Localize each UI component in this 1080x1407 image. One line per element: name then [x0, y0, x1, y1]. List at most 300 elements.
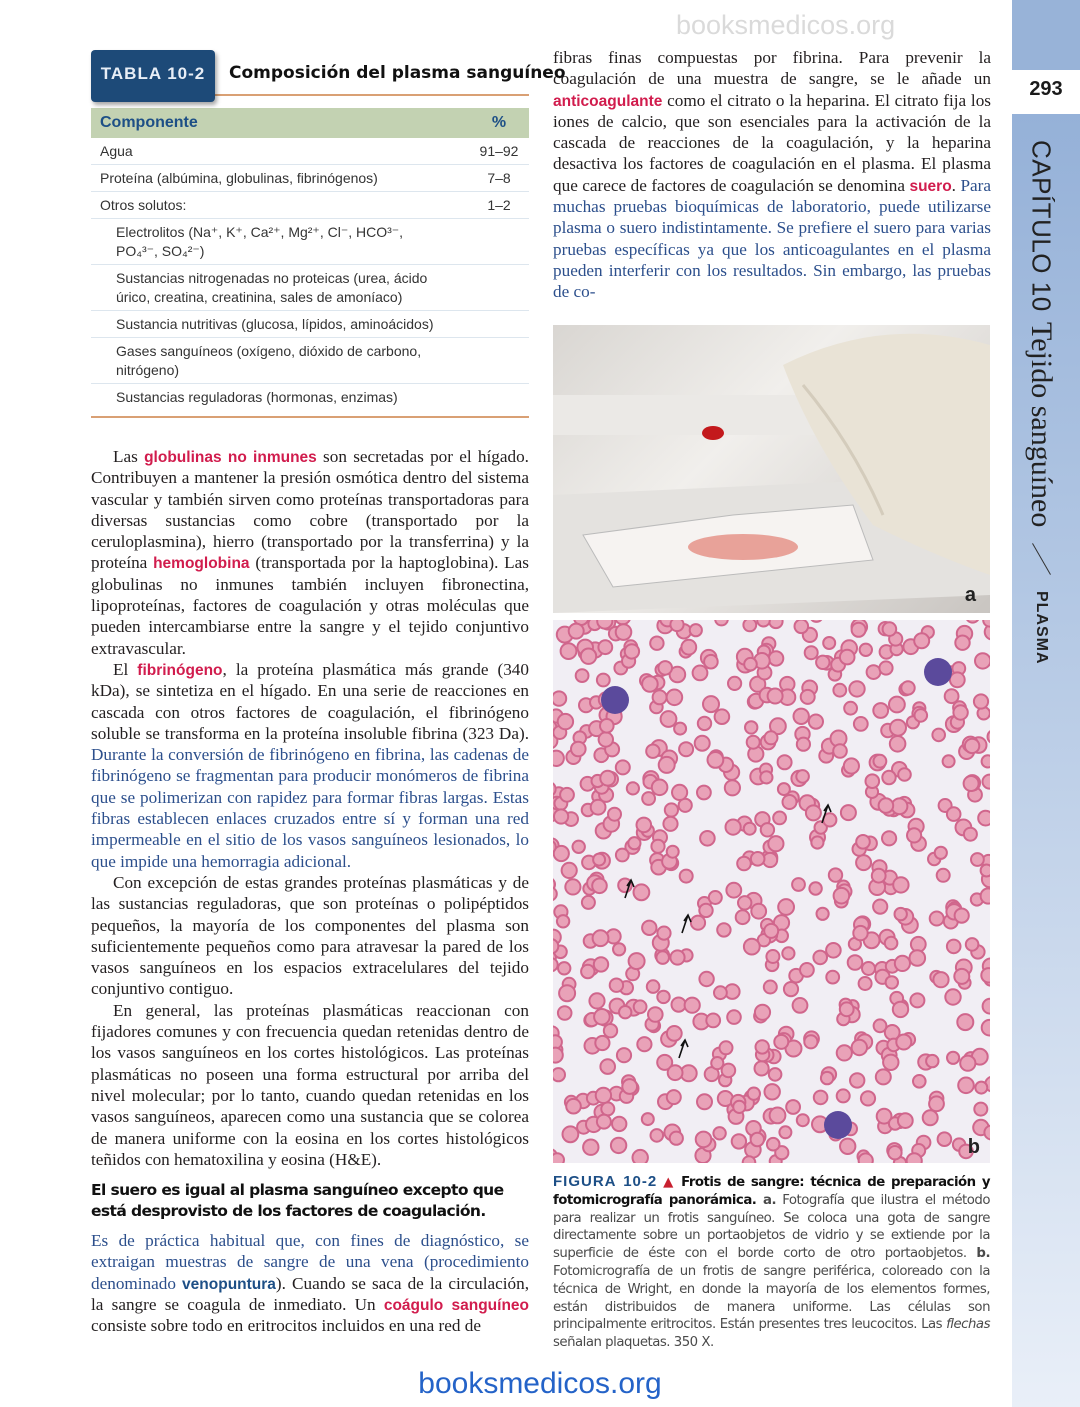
erythrocyte	[938, 1132, 952, 1146]
erythrocyte	[726, 820, 741, 835]
erythrocyte	[935, 847, 947, 859]
erythrocyte	[907, 1153, 922, 1163]
erythrocyte	[714, 986, 727, 999]
erythrocyte	[826, 943, 841, 958]
erythrocyte	[983, 999, 990, 1014]
paragraph: Las globulinas no inmunes son secretadas por el hígado. Contribuyen a mantener la presión osmótica dentro del sistema vascular y también sirven como proteínas transportadoras para diversas sustancias como cobre (transportado por la ceruloplasmina), hierro (transportado por la transferrina) y la proteína hemoglobina (transportada por la haptoglobina). Las globulinas no inmunes también incluyen fibronectina, lipoproteínas, factores de coagulación y otras moléculas que pueden intercambiarse entre la sangre y el tejido conjuntivo extravascular.	[91, 447, 529, 658]
erythrocyte	[947, 1052, 959, 1064]
erythrocyte	[810, 620, 823, 622]
erythrocyte	[711, 1057, 723, 1069]
erythrocyte	[974, 694, 988, 708]
erythrocyte	[764, 924, 778, 938]
erythrocyte	[563, 1126, 579, 1142]
erythrocyte	[907, 828, 921, 842]
cell-component: Proteína (albúmina, globulinas, fibrinógenos)	[100, 170, 378, 186]
erythrocyte	[755, 1061, 769, 1075]
erythrocyte	[648, 1007, 663, 1022]
erythrocyte	[690, 624, 702, 636]
erythrocyte	[809, 882, 821, 894]
erythrocyte	[786, 1100, 800, 1114]
erythrocyte	[848, 955, 863, 970]
erythrocyte	[679, 742, 693, 756]
right-column	[553, 47, 991, 303]
erythrocyte	[981, 968, 990, 982]
header-percent: %	[491, 114, 507, 131]
erythrocyte	[625, 644, 639, 658]
erythrocyte	[616, 760, 630, 774]
erythrocyte	[767, 1138, 780, 1151]
erythrocyte	[751, 1133, 764, 1146]
erythrocyte	[844, 758, 859, 773]
keyword: venopuntura	[182, 1275, 276, 1293]
erythrocyte	[744, 823, 756, 835]
erythrocyte	[766, 950, 779, 963]
erythrocyte	[566, 1099, 581, 1114]
leukocyte	[924, 658, 952, 686]
cell-component: Agua	[100, 143, 133, 159]
erythrocyte	[725, 780, 740, 795]
cell-component: Otros solutos:	[100, 197, 187, 213]
erythrocyte	[856, 835, 870, 849]
erythrocyte	[598, 640, 612, 654]
erythrocyte	[560, 788, 574, 802]
table-row	[91, 338, 529, 384]
chapter-title: Tejido sanguíneo	[1025, 321, 1058, 528]
erythrocyte	[975, 653, 990, 668]
erythrocyte	[760, 771, 772, 783]
erythrocyte	[982, 1020, 990, 1036]
erythrocyte	[937, 869, 950, 882]
erythrocyte	[923, 1110, 938, 1125]
highlighted-text: Durante la conversión de fibrinógeno en fibrina, las cadenas de fibrinógeno se fragmentan para producir monómeros de fibrina que se polimerizan con rapidez para formar fibras largas. Estas fibras establecen enlaces cruzados entre sí y forman una red impermeable en el sitio de los vasos sanguíneos lesionados, lo que impide una hemorragia adicional.	[91, 745, 529, 871]
erythrocyte	[698, 717, 711, 730]
erythrocyte	[882, 831, 896, 845]
blood-smear	[688, 534, 798, 560]
erythrocyte	[821, 1072, 833, 1084]
erythrocyte	[600, 771, 615, 786]
erythrocyte	[809, 715, 823, 729]
erythrocyte	[558, 1006, 572, 1020]
erythrocyte	[699, 904, 712, 917]
erythrocyte	[800, 963, 814, 977]
erythrocyte	[769, 620, 782, 628]
erythrocyte	[982, 755, 990, 767]
summary-statement: El suero es igual al plasma sanguíneo excepto que está desprovisto de los factores de coagulación.	[91, 1181, 504, 1221]
erythrocyte	[840, 650, 855, 665]
erythrocyte	[727, 1010, 741, 1024]
erythrocyte	[841, 805, 856, 820]
erythrocyte	[816, 656, 829, 669]
erythrocyte	[670, 1132, 683, 1145]
erythrocyte	[954, 969, 969, 984]
section-name: PLASMA	[1033, 591, 1050, 665]
erythrocyte	[743, 620, 756, 631]
erythrocyte	[553, 751, 564, 766]
erythrocyte	[890, 720, 906, 736]
table-row	[91, 192, 529, 219]
erythrocyte	[874, 755, 887, 768]
erythrocyte	[913, 1075, 926, 1088]
table-row	[91, 384, 529, 410]
erythrocyte	[594, 1009, 610, 1025]
erythrocyte	[901, 681, 914, 694]
erythrocyte	[840, 1002, 854, 1016]
erythrocyte	[873, 900, 887, 914]
keyword: suero	[909, 177, 952, 195]
erythrocyte	[975, 1082, 987, 1094]
table-title: Composición del plasma sanguíneo	[229, 63, 566, 83]
erythrocyte	[745, 721, 757, 733]
erythrocyte	[597, 674, 610, 687]
footer-link[interactable]: booksmedicos.org	[418, 1367, 662, 1400]
erythrocyte	[988, 730, 991, 744]
erythrocyte	[597, 620, 612, 629]
erythrocyte	[593, 930, 609, 946]
erythrocyte	[765, 731, 778, 744]
erythrocyte	[833, 684, 846, 697]
erythrocyte	[713, 1127, 725, 1139]
erythrocyte	[558, 714, 573, 729]
erythrocyte	[814, 1091, 828, 1105]
erythrocyte	[804, 1035, 817, 1048]
erythrocyte	[957, 1014, 973, 1030]
erythrocyte	[619, 1006, 631, 1018]
erythrocyte	[604, 1024, 617, 1037]
erythrocyte	[966, 620, 979, 623]
erythrocyte	[896, 1035, 911, 1050]
erythrocyte	[795, 620, 809, 633]
erythrocyte	[886, 976, 898, 988]
erythrocyte	[553, 691, 566, 705]
cell-component: Electrolitos (Na⁺, K⁺, Ca²⁺, Mg²⁺, Cl⁻, HCO³⁻, PO₄³⁻, SO₄²⁻)	[116, 224, 404, 259]
erythrocyte	[611, 1138, 626, 1153]
erythrocyte	[811, 836, 823, 848]
erythrocyte	[697, 1094, 712, 1109]
erythrocyte	[783, 795, 797, 809]
keyword: globulinas no inmunes	[144, 449, 317, 466]
erythrocyte	[743, 1156, 756, 1163]
erythrocyte	[670, 950, 684, 964]
left-column	[91, 446, 529, 1337]
keyword: anticoagulante	[553, 92, 663, 110]
erythrocyte	[853, 926, 867, 940]
erythrocyte	[932, 729, 945, 742]
erythrocyte	[571, 742, 586, 757]
erythrocyte	[898, 1113, 913, 1128]
erythrocyte	[765, 1084, 780, 1099]
erythrocyte	[778, 783, 790, 795]
erythrocyte	[898, 768, 911, 781]
erythrocyte	[595, 1036, 609, 1050]
erythrocyte	[696, 1132, 712, 1148]
erythrocyte	[704, 655, 718, 669]
erythrocyte	[856, 855, 871, 870]
erythrocyte	[895, 956, 910, 971]
erythrocyte	[879, 661, 892, 674]
erythrocyte	[744, 658, 757, 671]
erythrocyte	[589, 993, 604, 1008]
erythrocyte	[553, 1068, 565, 1081]
erythrocyte	[981, 888, 990, 903]
erythrocyte	[769, 651, 783, 665]
title-rule	[215, 94, 529, 96]
header-component: Componente	[100, 114, 198, 131]
erythrocyte	[873, 703, 888, 718]
erythrocyte	[700, 831, 715, 846]
erythrocyte	[600, 1059, 615, 1074]
erythrocyte	[562, 863, 577, 878]
erythrocyte	[703, 696, 719, 712]
erythrocyte	[784, 982, 798, 996]
erythrocyte	[610, 979, 623, 992]
erythrocyte	[736, 910, 750, 924]
erythrocyte	[706, 1014, 720, 1028]
erythrocyte	[617, 1048, 631, 1062]
erythrocyte	[642, 921, 656, 935]
erythrocyte	[882, 771, 895, 784]
erythrocyte	[670, 620, 683, 631]
table-body	[91, 138, 529, 418]
erythrocyte	[751, 904, 766, 919]
table-row	[91, 138, 529, 165]
paragraph: fibras finas compuestas por fibrina. Para prevenir la coagulación de una muestra de sangre, se le añade un anticoagulante como el citrato o la heparina. El citrato fija los iones de calcio, que son esenciales para la activación de la cascada de reacciones de la coagulación, y la heparina desactiva los factores de coagulación en el plasma. El plasma que carece de factores de coagulación se denomina suero. Para muchas pruebas bioquímicas de laboratorio, puede utilizarse plasma o suero indistintamente. Se prefiere el suero para varias pruebas específicas ya que los anticoagulantes en el plasma pueden interferir con los resultados. Sin embargo, las pruebas de co-	[553, 48, 991, 302]
erythrocyte	[971, 853, 984, 866]
table-badge: TABLA 10-2	[91, 50, 215, 102]
erythrocyte	[768, 836, 783, 851]
caption-a-label: a.	[762, 1192, 777, 1208]
erythrocyte	[751, 852, 765, 866]
triangle-icon: ▲	[663, 1175, 675, 1190]
erythrocyte	[794, 709, 809, 724]
erythrocyte	[726, 883, 741, 898]
erythrocyte	[914, 633, 929, 648]
erythrocyte	[672, 785, 687, 800]
erythrocyte	[747, 736, 760, 749]
erythrocyte	[883, 1055, 898, 1070]
erythrocyte	[866, 774, 880, 788]
erythrocyte	[964, 776, 979, 791]
erythrocyte	[637, 818, 652, 833]
cell-component: Gases sanguíneos (oxígeno, dióxido de carbono, nitrógeno)	[116, 343, 422, 378]
figure-caption: FIGURA 10-2 ▲ Frotis de sangre: técnica de preparación y fotomicrografía panorámica. a. Fotografía que ilustra el método para realizar un frotis sanguíneo. Se coloca una gota de sangre directamente sobre un portaobjetos de vidrio y se extiende por la superficie de éste con el borde corto de otro portaobjetos. b. Fotomicrografía de un frotis de sangre periférica, coloreado con la técnica de Wright, en donde la mayoría de los elementos formes, están distribuidos de manera uniforme. Las células son principalmente eritrocitos. Están presentes tres leucocitos. Las flechas señalan plaquetas. 350 X.	[553, 1173, 990, 1351]
erythrocyte	[926, 1055, 938, 1067]
erythrocyte	[657, 927, 670, 940]
erythrocyte	[888, 1146, 901, 1159]
erythrocyte	[613, 943, 625, 955]
leukocyte	[824, 1111, 852, 1139]
erythrocyte	[850, 1073, 864, 1087]
side-tab-top	[1012, 0, 1080, 70]
erythrocyte	[879, 798, 894, 813]
caption-title: Frotis de sangre: técnica de preparación y fotomicrografía panorámica.	[553, 1175, 990, 1208]
platelet-arrow-icon	[682, 915, 691, 933]
erythrocyte	[773, 812, 786, 825]
erythrocyte	[849, 681, 864, 696]
erythrocyte	[612, 1117, 626, 1131]
highlighted-text: Para muchas pruebas bioquímicas de laboratorio, puede utilizarse plasma o suero indistintamente. Se prefiere el suero para varias pruebas específicas ya que los anticoagulantes en el plasma pueden interferir con los resultados. Sin embargo, las pruebas de co-	[553, 175, 991, 302]
erythrocyte	[895, 908, 907, 920]
erythrocyte	[774, 1035, 788, 1049]
erythrocyte	[583, 1140, 598, 1155]
erythrocyte	[792, 878, 805, 891]
erythrocyte	[592, 879, 607, 894]
erythrocyte	[650, 637, 663, 650]
erythrocyte	[680, 870, 693, 883]
paragraph: Con excepción de estas grandes proteínas plasmáticas y de las sustancias reguladoras, que son proteínas o polipéptidos pequeños, la mayoría de los componentes del plasma son suficientemente pequeños como para atravesar la pared de los vasos sanguíneos en los espacios extracelulares del tejido conjuntivo contiguo.	[91, 872, 529, 999]
erythrocyte	[929, 1096, 944, 1111]
erythrocyte	[594, 957, 608, 971]
erythrocyte	[667, 1026, 682, 1041]
paragraph: Es de práctica habitual que, con fines de diagnóstico, se extraigan muestras de sangre de una vena (procedimiento denominado venopuntura). Cuando se saca de la circulación, la sangre se coagula de inmediato. Un coágulo sanguíneo consiste sobre todo en eritrocitos incluidos en una red de	[91, 1231, 530, 1336]
erythrocyte	[983, 775, 991, 789]
erythrocyte	[817, 908, 829, 920]
leukocyte	[601, 686, 629, 714]
erythrocyte	[553, 958, 558, 971]
erythrocyte	[867, 665, 881, 679]
erythrocyte	[608, 808, 621, 821]
table-row	[91, 311, 529, 338]
erythrocyte	[601, 1102, 614, 1115]
table-bottom-rule	[91, 416, 529, 418]
erythrocyte	[834, 888, 850, 904]
erythrocyte	[813, 951, 827, 965]
erythrocyte	[854, 717, 868, 731]
erythrocyte	[646, 745, 659, 758]
keyword: fibrinógeno	[137, 661, 223, 679]
figure-photo-a	[553, 325, 990, 613]
erythrocyte	[910, 993, 924, 1007]
erythrocyte	[829, 868, 842, 881]
erythrocyte	[691, 916, 705, 930]
erythrocyte	[984, 1126, 990, 1140]
erythrocyte	[945, 989, 960, 1004]
table-row	[91, 265, 529, 311]
erythrocyte	[910, 950, 926, 966]
erythrocyte	[581, 649, 596, 664]
erythrocyte	[893, 877, 908, 892]
erythrocyte	[861, 1091, 875, 1105]
cell-component: Sustancias nitrogenadas no proteicas (urea, ácido úrico, creatina, creatinina, sales de amoníaco)	[116, 270, 428, 305]
erythrocyte	[628, 837, 640, 849]
erythrocyte	[667, 1090, 681, 1104]
smear-technique-illustration	[553, 325, 990, 613]
erythrocyte	[833, 744, 847, 758]
erythrocyte	[955, 909, 969, 923]
erythrocyte	[793, 998, 808, 1013]
erythrocyte	[837, 1045, 852, 1060]
figure-number: FIGURA 10-2	[553, 1173, 658, 1190]
erythrocyte	[945, 689, 959, 703]
erythrocyte	[947, 940, 961, 954]
erythrocyte	[573, 841, 585, 853]
keyword: coágulo sanguíneo	[383, 1296, 530, 1314]
erythrocyte	[779, 1126, 791, 1138]
erythrocyte	[844, 702, 857, 715]
erythrocyte	[797, 1114, 809, 1126]
erythrocyte	[943, 755, 955, 767]
erythrocyte	[576, 669, 589, 682]
erythrocyte	[616, 624, 632, 640]
erythrocyte	[651, 1129, 664, 1142]
erythrocyte	[600, 719, 614, 733]
erythrocyte	[978, 811, 990, 826]
erythrocyte	[637, 1037, 651, 1051]
erythrocyte	[597, 1115, 611, 1129]
erythrocyte	[697, 786, 711, 800]
erythrocyte	[797, 738, 810, 751]
chapter-number: CAPÍTULO 10	[1026, 140, 1057, 312]
erythrocyte	[659, 757, 675, 773]
erythrocyte	[852, 623, 866, 637]
erythrocyte	[717, 923, 730, 936]
erythrocyte	[757, 620, 770, 627]
erythrocyte	[805, 646, 818, 659]
erythrocyte	[557, 915, 569, 927]
erythrocyte	[885, 937, 898, 950]
erythrocyte	[876, 1069, 891, 1084]
erythrocyte	[974, 1103, 987, 1116]
erythrocyte	[720, 1041, 733, 1054]
erythrocyte	[559, 985, 575, 1001]
erythrocyte	[674, 723, 686, 735]
erythrocyte	[593, 854, 605, 866]
erythrocyte	[738, 896, 751, 909]
erythrocyte	[840, 1139, 855, 1154]
cell-component: Sustancia nutritivas (glucosa, lípidos, aminoácidos)	[116, 316, 434, 332]
erythrocyte	[890, 736, 906, 752]
erythrocyte	[778, 899, 794, 915]
table-header	[91, 108, 529, 138]
erythrocyte	[964, 828, 977, 841]
erythrocyte	[733, 1101, 745, 1113]
erythrocyte	[860, 644, 872, 656]
erythrocyte	[872, 869, 886, 883]
watermark: booksmedicos.org	[676, 10, 896, 40]
table-row	[91, 165, 529, 192]
erythrocyte	[950, 672, 965, 687]
erythrocyte	[642, 1113, 654, 1125]
erythrocyte	[667, 690, 683, 706]
erythrocyte	[778, 755, 792, 769]
erythrocyte	[852, 1040, 867, 1055]
erythrocyte	[708, 752, 724, 768]
erythrocyte	[955, 636, 969, 650]
erythrocyte	[569, 624, 584, 639]
erythrocyte	[681, 640, 696, 655]
erythrocyte	[728, 677, 741, 690]
cell-percent: 91–92	[479, 143, 519, 159]
erythrocyte	[744, 939, 760, 955]
erythrocyte	[859, 1153, 873, 1163]
erythrocyte	[806, 805, 821, 820]
page-number: 293	[1029, 78, 1063, 100]
erythrocyte	[837, 1089, 850, 1102]
erythrocyte	[933, 972, 948, 987]
erythrocyte	[889, 697, 905, 713]
erythrocyte	[591, 800, 606, 815]
panel-label-b: b	[967, 1136, 980, 1158]
erythrocyte	[732, 1134, 746, 1148]
erythrocyte	[656, 951, 669, 964]
erythrocyte	[823, 637, 835, 649]
erythrocyte	[554, 809, 568, 823]
erythrocyte	[663, 817, 677, 831]
keyword: hemoglobina	[153, 555, 250, 573]
erythrocyte	[960, 1056, 975, 1071]
erythrocyte	[553, 887, 557, 900]
erythrocyte	[685, 998, 700, 1013]
erythrocyte	[748, 1088, 760, 1100]
